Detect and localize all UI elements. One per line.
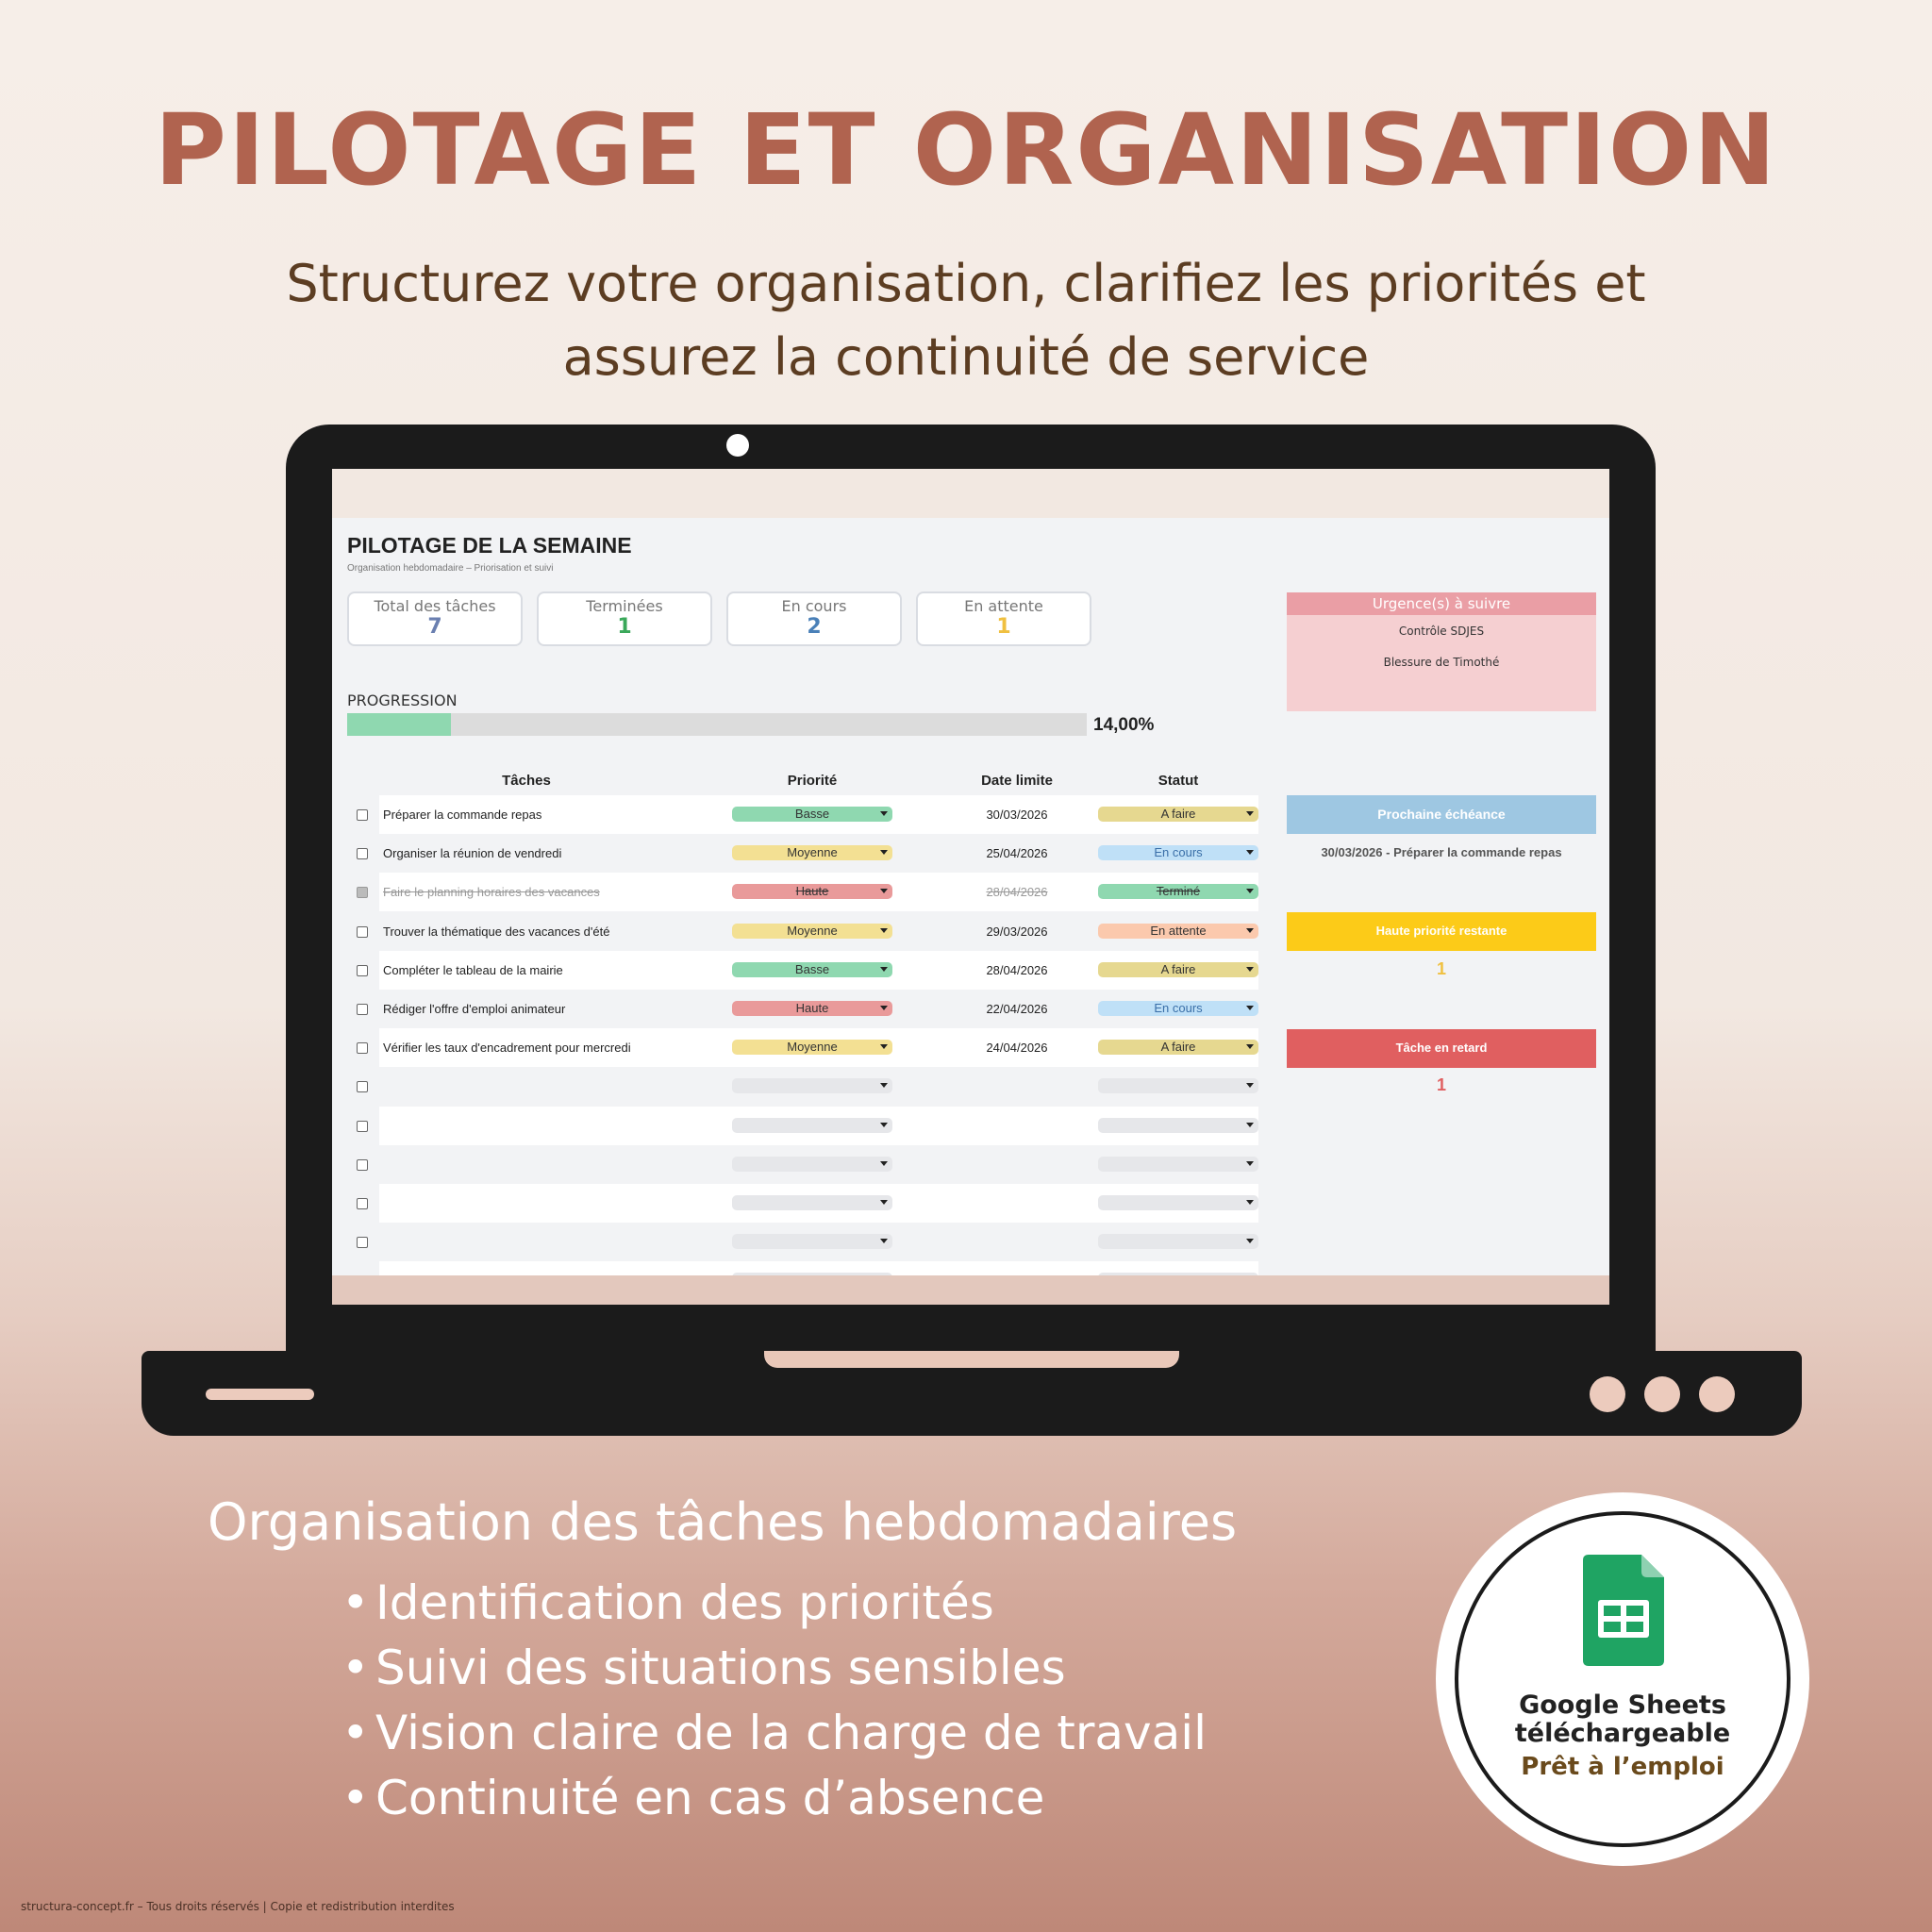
priority-value: Haute — [795, 884, 829, 898]
col-header-due: Date limite — [981, 773, 1053, 789]
high-priority-title: Haute priorité restante — [1375, 924, 1507, 938]
chevron-down-icon — [1246, 1044, 1254, 1049]
task-checkbox[interactable] — [357, 1081, 368, 1092]
priority-value: Basse — [794, 962, 830, 976]
priority-dropdown[interactable] — [732, 1078, 892, 1093]
late-task-value: 1 — [1436, 1075, 1446, 1094]
priority-dropdown[interactable] — [732, 1040, 892, 1055]
status-dropdown[interactable] — [1098, 884, 1258, 899]
priority-dropdown[interactable] — [732, 884, 892, 899]
page-title: PILOTAGE ET ORGANISATION — [154, 92, 1778, 208]
status-value: En cours — [1154, 845, 1203, 859]
kpi-value: 7 — [427, 615, 442, 639]
due-date[interactable]: 28/04/2026 — [986, 963, 1048, 977]
chevron-down-icon — [1246, 1239, 1254, 1243]
chevron-down-icon — [1246, 889, 1254, 893]
urgence-item: Contrôle SDJES — [1398, 625, 1485, 638]
chevron-down-icon — [880, 967, 888, 972]
chevron-down-icon — [1246, 928, 1254, 933]
priority-value: Moyenne — [787, 1040, 838, 1054]
kpi-label: En cours — [781, 597, 847, 615]
status-dropdown[interactable] — [1098, 1157, 1258, 1172]
priority-value: Basse — [794, 807, 830, 821]
chevron-down-icon — [880, 889, 888, 893]
status-dropdown[interactable] — [1098, 1001, 1258, 1016]
late-task-title: Tâche en retard — [1395, 1041, 1488, 1055]
kpi-value: 1 — [617, 615, 632, 639]
next-deadline-value: 30/03/2026 - Préparer la commande repas — [1321, 845, 1562, 859]
status-value: A faire — [1160, 1040, 1196, 1054]
kpi-label: En attente — [964, 597, 1043, 615]
laptop-dot-icon — [1644, 1376, 1680, 1412]
priority-dropdown[interactable] — [732, 807, 892, 822]
chevron-down-icon — [880, 811, 888, 816]
task-name[interactable]: Préparer la commande repas — [383, 808, 542, 822]
kpi-value: 2 — [807, 615, 822, 639]
feature-item: • Vision claire de la charge de travail — [375, 1706, 1207, 1760]
laptop-notch — [764, 1351, 1179, 1368]
task-name[interactable]: Rédiger l'offre d'emploi animateur — [383, 1002, 566, 1016]
laptop-dot-icon — [1699, 1376, 1735, 1412]
status-dropdown[interactable] — [1098, 1040, 1258, 1055]
status-dropdown[interactable] — [1098, 1234, 1258, 1249]
status-value: En cours — [1154, 1001, 1203, 1015]
laptop-slot — [206, 1389, 314, 1400]
laptop-screen — [332, 469, 1609, 1305]
kpi-waiting — [916, 591, 1091, 646]
status-dropdown[interactable] — [1098, 845, 1258, 860]
status-value: A faire — [1160, 962, 1196, 976]
task-name[interactable]: Compléter le tableau de la mairie — [383, 963, 563, 977]
features-title: Organisation des tâches hebdomadaires — [208, 1492, 1238, 1552]
progress-percent: 14,00% — [1093, 715, 1155, 735]
kpi-label: Terminées — [586, 597, 663, 615]
high-priority-value: 1 — [1436, 959, 1446, 978]
chevron-down-icon — [880, 1006, 888, 1010]
kpi-value: 1 — [996, 615, 1011, 639]
status-dropdown[interactable] — [1098, 1118, 1258, 1133]
progress-label: PROGRESSION — [347, 691, 458, 709]
status-dropdown[interactable] — [1098, 1195, 1258, 1210]
status-value: A faire — [1160, 807, 1196, 821]
status-value: Terminé — [1156, 884, 1201, 898]
screen-bottom-band — [332, 1275, 1609, 1305]
task-checkbox[interactable] — [357, 887, 368, 898]
urgence-item: Blessure de Timothé — [1383, 656, 1500, 669]
badge-line3: Prêt à l’emploi — [1521, 1753, 1724, 1781]
status-dropdown[interactable] — [1098, 962, 1258, 977]
kpi-label: Total des tâches — [374, 597, 496, 615]
chevron-down-icon — [880, 1044, 888, 1049]
priority-value: Moyenne — [787, 845, 838, 859]
priority-value: Haute — [795, 1001, 829, 1015]
screen-top-band — [332, 469, 1609, 518]
col-header-priority: Priorité — [787, 773, 838, 789]
due-date[interactable]: 24/04/2026 — [986, 1041, 1048, 1055]
chevron-down-icon — [880, 850, 888, 855]
col-header-status: Statut — [1158, 773, 1199, 789]
status-dropdown[interactable] — [1098, 807, 1258, 822]
due-date[interactable]: 25/04/2026 — [986, 846, 1048, 860]
laptop-dot-icon — [1590, 1376, 1625, 1412]
chevron-down-icon — [1246, 1161, 1254, 1166]
due-date[interactable]: 22/04/2026 — [986, 1002, 1048, 1016]
task-checkbox[interactable] — [357, 1198, 368, 1209]
kpi-done — [537, 591, 712, 646]
due-date[interactable]: 29/03/2026 — [986, 924, 1048, 939]
priority-dropdown[interactable] — [732, 924, 892, 939]
kpi-in-progress — [726, 591, 902, 646]
task-name[interactable]: Faire le planning horaires des vacances — [383, 885, 600, 899]
chevron-down-icon — [880, 1239, 888, 1243]
priority-dropdown[interactable] — [732, 845, 892, 860]
task-name[interactable]: Vérifier les taux d'encadrement pour mercredi — [383, 1041, 631, 1055]
status-value: En attente — [1150, 924, 1207, 938]
status-dropdown[interactable] — [1098, 924, 1258, 939]
due-date[interactable]: 30/03/2026 — [986, 808, 1048, 822]
sheet-subtitle: Organisation hebdomadaire – Priorisation et suivi — [347, 563, 554, 574]
priority-dropdown[interactable] — [732, 1157, 892, 1172]
feature-item: • Identification des priorités — [375, 1575, 994, 1630]
task-checkbox[interactable] — [357, 965, 368, 976]
priority-dropdown[interactable] — [732, 1118, 892, 1133]
progress-bar — [347, 713, 1087, 736]
progress-fill — [347, 713, 451, 736]
badge-line1: Google Sheets — [1519, 1690, 1726, 1720]
next-deadline-title: Prochaine échéance — [1377, 807, 1506, 822]
feature-item: • Suivi des situations sensibles — [375, 1641, 1066, 1695]
task-checkbox[interactable] — [357, 809, 368, 821]
chevron-down-icon — [1246, 811, 1254, 816]
priority-dropdown[interactable] — [732, 1234, 892, 1249]
priority-dropdown[interactable] — [732, 1001, 892, 1016]
chevron-down-icon — [1246, 1006, 1254, 1010]
chevron-down-icon — [1246, 1200, 1254, 1205]
chevron-down-icon — [1246, 967, 1254, 972]
task-checkbox[interactable] — [357, 1121, 368, 1132]
task-checkbox[interactable] — [357, 926, 368, 938]
task-checkbox[interactable] — [357, 1042, 368, 1054]
status-dropdown[interactable] — [1098, 1078, 1258, 1093]
chevron-down-icon — [1246, 850, 1254, 855]
priority-dropdown[interactable] — [732, 1195, 892, 1210]
task-checkbox[interactable] — [357, 1237, 368, 1248]
badge-line2: téléchargeable — [1514, 1719, 1731, 1748]
chevron-down-icon — [1246, 1083, 1254, 1088]
sheet-title: PILOTAGE DE LA SEMAINE — [347, 533, 632, 558]
chevron-down-icon — [880, 1200, 888, 1205]
col-header-tasks: Tâches — [502, 773, 551, 789]
due-date[interactable]: 28/04/2026 — [986, 885, 1048, 899]
urgences-title: Urgence(s) à suivre — [1287, 592, 1596, 615]
priority-dropdown[interactable] — [732, 962, 892, 977]
task-name[interactable]: Trouver la thématique des vacances d'été — [383, 924, 610, 939]
task-checkbox[interactable] — [357, 1004, 368, 1015]
chevron-down-icon — [880, 1161, 888, 1166]
priority-value: Moyenne — [787, 924, 838, 938]
task-checkbox[interactable] — [357, 1159, 368, 1171]
camera-icon — [726, 434, 749, 457]
kpi-total — [347, 591, 523, 646]
task-name[interactable]: Organiser la réunion de vendredi — [383, 846, 562, 860]
chevron-down-icon — [880, 1083, 888, 1088]
google-sheets-icon — [1583, 1555, 1664, 1666]
chevron-down-icon — [1246, 1123, 1254, 1127]
page-subtitle: Structurez votre organisation, clarifiez les priorités et assurez la continuité de service — [286, 254, 1646, 387]
task-checkbox[interactable] — [357, 848, 368, 859]
chevron-down-icon — [880, 1123, 888, 1127]
chevron-down-icon — [880, 928, 888, 933]
feature-item: • Continuité en cas d’absence — [375, 1771, 1044, 1825]
copyright: structura-concept.fr – Tous droits réservés | Copie et redistribution interdites — [21, 1900, 455, 1913]
